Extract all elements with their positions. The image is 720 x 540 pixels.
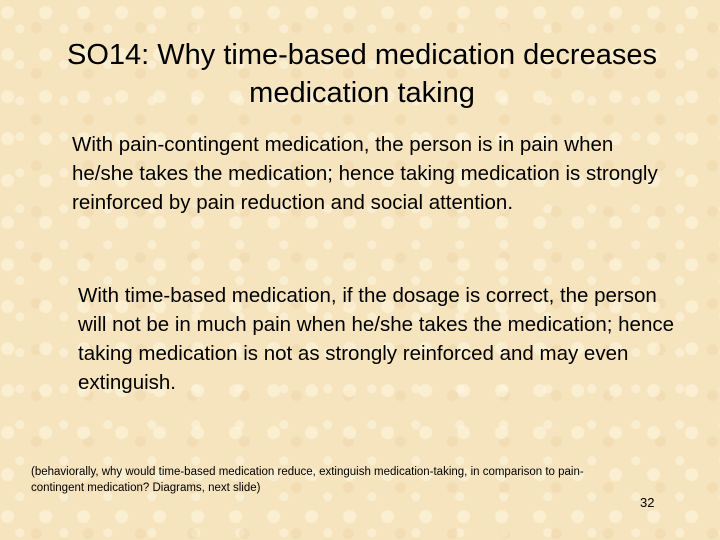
footnote: (behaviorally, why would time-based medication reduce, extinguish medication-taking, in comparison to pain-contingent medication? Diagrams, next slide): [31, 466, 584, 494]
slide-title-line-2: medication taking: [249, 77, 475, 109]
slide-title-line-1: SO14: Why time-based medication decreases: [67, 39, 657, 71]
page-number: 32: [640, 495, 655, 510]
paragraph-pain-contingent: With pain-contingent medication, the person is in pain when he/she takes the medication; hence taking medication is strongly reinforced by pain reduction and social attention.: [72, 133, 658, 214]
paragraph-time-based: With time-based medication, if the dosage is correct, the person will not be in much pain when he/she takes the medication; hence taking medication is not as strongly reinforced and may even extinguish.: [78, 284, 675, 394]
slide-title: [20, 36, 704, 112]
